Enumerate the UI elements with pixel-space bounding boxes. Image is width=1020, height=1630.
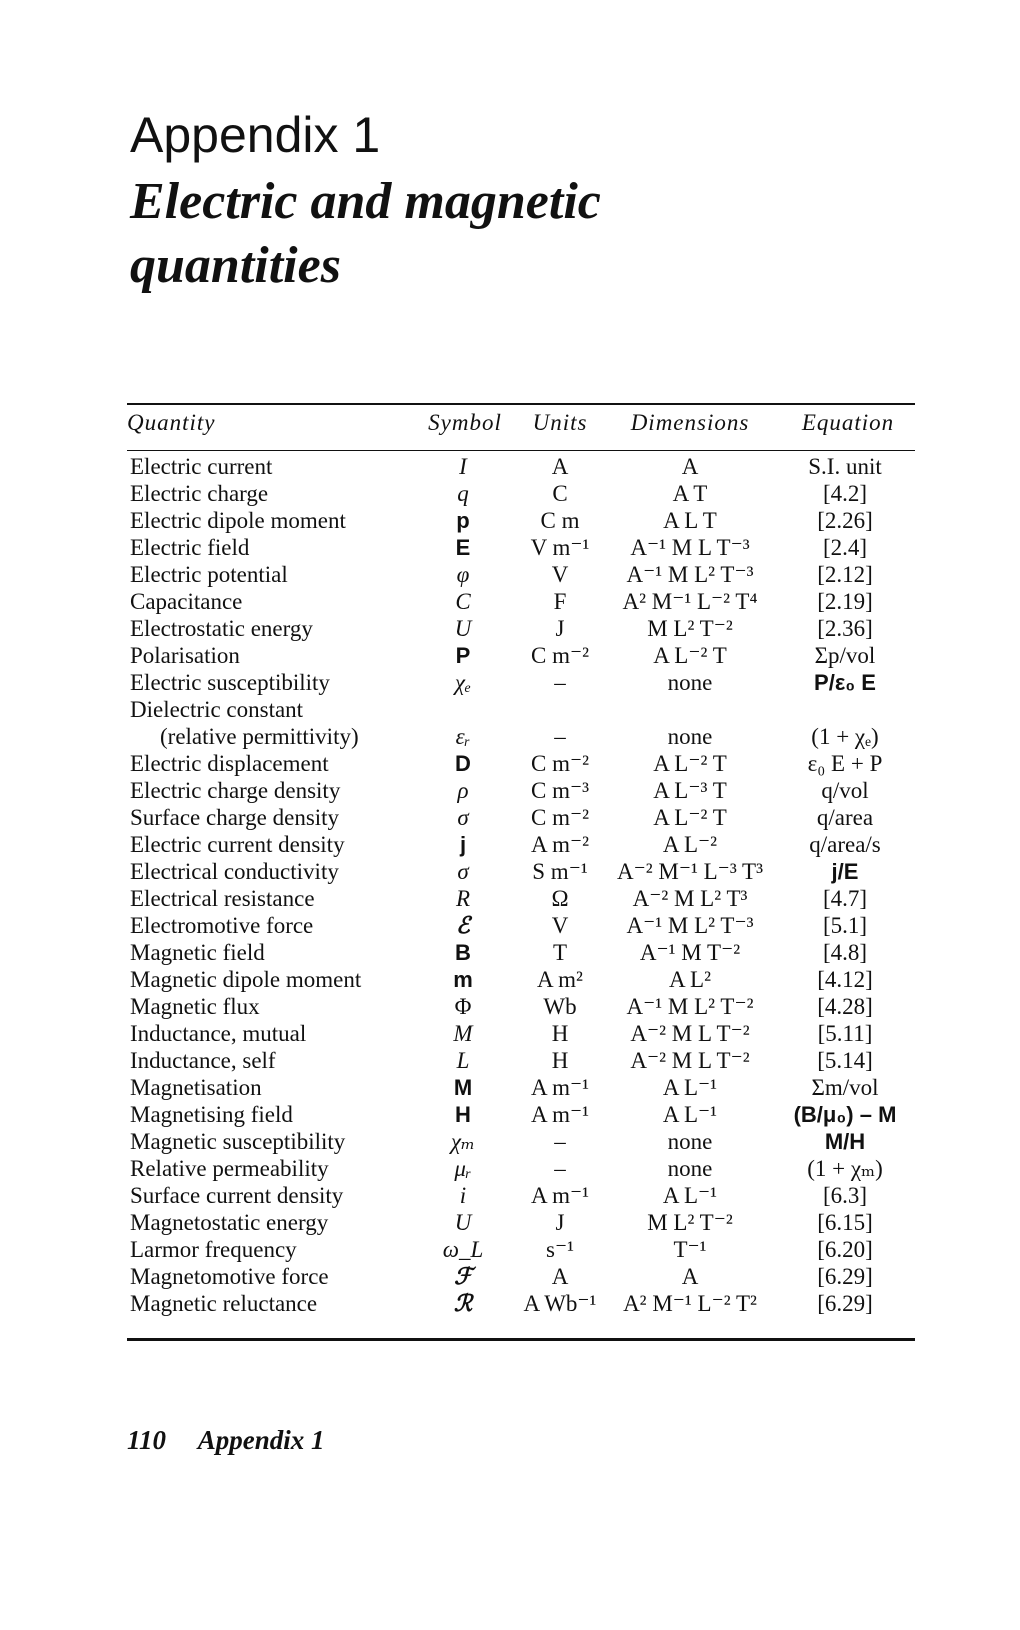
- units-cell: A m⁻²: [530, 832, 590, 857]
- dimensions-cell: A⁻² M⁻¹ L⁻³ T³: [617, 859, 763, 884]
- units-cell: S m⁻¹: [532, 859, 588, 884]
- symbol-cell: χₑ: [454, 670, 472, 695]
- quantity-cell: Electric potential: [130, 562, 288, 587]
- equation-cell: [6.15]: [817, 1210, 873, 1235]
- quantity-cell: Capacitance: [130, 589, 243, 614]
- units-cell: T: [552, 940, 568, 965]
- quantity-cell: Electrical resistance: [130, 886, 315, 911]
- symbol-cell: D: [455, 751, 471, 776]
- equation-cell: [5.1]: [822, 913, 868, 938]
- equation-cell: [5.14]: [817, 1048, 873, 1073]
- units-cell: C: [552, 481, 568, 506]
- dimensions-cell: A⁻¹ M L T⁻³: [630, 535, 750, 560]
- dimensions-cell: none: [667, 1129, 713, 1154]
- symbol-cell: R: [455, 886, 471, 911]
- dimensions-cell: none: [667, 724, 713, 749]
- table-row: [0, 1129, 1020, 1155]
- quantity-cell: Magnetic reluctance: [130, 1291, 318, 1316]
- equation-cell: [4.28]: [817, 994, 873, 1019]
- dimensions-cell: A L⁻² T: [653, 751, 727, 776]
- units-cell: A: [551, 1264, 569, 1289]
- equation-cell: ε₀ E + P: [807, 751, 883, 776]
- quantity-cell: Surface charge density: [130, 805, 340, 830]
- dimensions-cell: M L² T⁻²: [647, 1210, 733, 1235]
- units-cell: H: [551, 1048, 569, 1073]
- dimensions-cell: A L T: [663, 508, 717, 533]
- equation-cell: [2.12]: [817, 562, 873, 587]
- dimensions-cell: A⁻² M L T⁻²: [630, 1021, 750, 1046]
- dimensions-cell: A⁻¹ M L² T⁻³: [626, 913, 754, 938]
- quantity-cell: Magnetic dipole moment: [130, 967, 362, 992]
- dimensions-cell: A⁻² M L² T³: [632, 886, 748, 911]
- table-row: [0, 1237, 1020, 1263]
- units-cell: J: [555, 1210, 565, 1235]
- dimensions-cell: A: [681, 454, 699, 479]
- table-header-rule: [127, 450, 915, 451]
- quantity-cell: (relative permittivity): [160, 724, 359, 749]
- quantity-cell: Magnetic susceptibility: [130, 1129, 346, 1154]
- units-cell: H: [551, 1021, 569, 1046]
- equation-cell: (1 + χₘ): [807, 1156, 883, 1181]
- quantity-cell: Magnetic field: [130, 940, 265, 965]
- quantity-cell: Magnetisation: [130, 1075, 262, 1100]
- table-row: [0, 697, 1020, 723]
- symbol-cell: σ: [457, 859, 469, 884]
- equation-cell: Σm/vol: [811, 1075, 879, 1100]
- dimensions-cell: A⁻² M L T⁻²: [630, 1048, 750, 1073]
- units-cell: A: [551, 454, 569, 479]
- table-row: [0, 535, 1020, 561]
- header-quantity: Quantity: [127, 410, 216, 435]
- table-row: [0, 994, 1020, 1020]
- table-row: [0, 1102, 1020, 1128]
- dimensions-cell: none: [667, 670, 713, 695]
- equation-cell: [5.11]: [817, 1021, 873, 1046]
- quantity-cell: Magnetostatic energy: [130, 1210, 329, 1235]
- dimensions-cell: M L² T⁻²: [647, 616, 733, 641]
- units-cell: C m⁻²: [530, 643, 590, 668]
- symbol-cell: C: [455, 589, 471, 614]
- dimensions-cell: A⁻¹ M L² T⁻³: [626, 562, 754, 587]
- dimensions-cell: A L⁻¹: [662, 1075, 718, 1100]
- table-row: [0, 967, 1020, 993]
- table-row: [0, 562, 1020, 588]
- quantity-cell: Larmor frequency: [130, 1237, 297, 1262]
- header-units: Units: [532, 410, 588, 435]
- dimensions-cell: A⁻¹ M T⁻²: [639, 940, 741, 965]
- symbol-cell: μᵣ: [454, 1156, 472, 1181]
- symbol-cell: Φ: [454, 994, 472, 1019]
- dimensions-cell: A L⁻² T: [653, 643, 727, 668]
- symbol-cell: i: [459, 1183, 467, 1208]
- table-row: [0, 1183, 1020, 1209]
- symbol-cell: ℰ: [456, 912, 470, 939]
- symbol-cell: E: [455, 535, 471, 560]
- symbol-cell: εᵣ: [455, 724, 471, 749]
- units-cell: V m⁻¹: [530, 535, 590, 560]
- equation-cell: [6.20]: [817, 1237, 873, 1262]
- table-header-row: [0, 410, 1020, 436]
- table-row: [0, 1264, 1020, 1290]
- quantity-cell: Inductance, self: [130, 1048, 276, 1073]
- quantity-cell: Electric field: [130, 535, 250, 560]
- symbol-cell: I: [459, 454, 467, 479]
- table-row: [0, 481, 1020, 507]
- symbol-cell: B: [455, 940, 471, 965]
- table-row: [0, 1210, 1020, 1236]
- table-row: [0, 1075, 1020, 1101]
- equation-cell: [4.2]: [822, 481, 868, 506]
- dimensions-cell: A² M⁻¹ L⁻² T²: [623, 1291, 757, 1316]
- quantity-cell: Surface current density: [130, 1183, 344, 1208]
- units-cell: V: [551, 562, 569, 587]
- table-row: [0, 1156, 1020, 1182]
- units-cell: C m⁻³: [530, 778, 590, 803]
- equation-cell: P/ε₀ E: [814, 670, 876, 695]
- units-cell: A Wb⁻¹: [523, 1291, 597, 1316]
- symbol-cell: m: [453, 967, 473, 992]
- quantity-cell: Electric susceptibility: [130, 670, 330, 695]
- symbol-cell: φ: [456, 562, 470, 587]
- units-cell: F: [553, 589, 567, 614]
- units-cell: s⁻¹: [546, 1237, 574, 1262]
- quantity-cell: Polarisation: [130, 643, 240, 668]
- dimensions-cell: A L⁻¹: [662, 1102, 718, 1127]
- table-row: [0, 670, 1020, 696]
- quantity-cell: Electric charge: [130, 481, 269, 506]
- equation-cell: S.I. unit: [808, 454, 882, 479]
- symbol-cell: q: [457, 481, 469, 506]
- symbol-cell: ω_L: [442, 1237, 484, 1262]
- table-row: [0, 805, 1020, 831]
- table-row: [0, 751, 1020, 777]
- dimensions-cell: none: [667, 1156, 713, 1181]
- header-equation: Equation: [801, 410, 895, 435]
- quantity-cell: Electric current: [130, 454, 273, 479]
- symbol-cell: L: [456, 1048, 470, 1073]
- table-row: [0, 940, 1020, 966]
- appendix-label: Appendix 1: [130, 107, 381, 163]
- units-cell: –: [554, 724, 566, 749]
- dimensions-cell: A⁻¹ M L² T⁻²: [626, 994, 754, 1019]
- units-cell: V: [551, 913, 569, 938]
- equation-cell: [6.29]: [817, 1264, 873, 1289]
- quantity-cell: Electric displacement: [130, 751, 329, 776]
- table-top-rule: [127, 403, 915, 405]
- symbol-cell: ℛ: [453, 1290, 473, 1317]
- heading: [130, 107, 750, 298]
- symbol-cell: χₘ: [450, 1129, 476, 1154]
- quantity-cell: Electric dipole moment: [130, 508, 346, 533]
- symbol-cell: P: [455, 643, 471, 668]
- symbol-cell: σ: [457, 805, 469, 830]
- equation-cell: [2.26]: [817, 508, 873, 533]
- quantity-cell: Electric charge density: [130, 778, 341, 803]
- running-title: Appendix 1: [197, 1425, 325, 1455]
- quantity-cell: Magnetomotive force: [130, 1264, 329, 1289]
- units-cell: A m⁻¹: [530, 1075, 590, 1100]
- equation-cell: [2.19]: [817, 589, 873, 614]
- equation-cell: [2.4]: [822, 535, 868, 560]
- page-title: Electric and magnetic quantities: [130, 173, 601, 294]
- symbol-cell: H: [455, 1102, 471, 1127]
- equation-cell: q/area: [816, 805, 874, 830]
- table-row: [0, 886, 1020, 912]
- table-bottom-rule: [127, 1338, 915, 1341]
- table-row: [0, 1048, 1020, 1074]
- table-row: [0, 508, 1020, 534]
- symbol-cell: p: [456, 508, 470, 533]
- dimensions-cell: A L⁻² T: [653, 805, 727, 830]
- units-cell: J: [555, 616, 565, 641]
- header-symbol: Symbol: [428, 410, 502, 435]
- header-dimensions: Dimensions: [630, 410, 750, 435]
- dimensions-cell: A L⁻²: [662, 832, 718, 857]
- symbol-cell: M: [453, 1021, 473, 1046]
- page-number: 110: [127, 1425, 167, 1455]
- page-footer: [127, 1425, 325, 1456]
- units-cell: Wb: [543, 994, 577, 1019]
- quantity-cell: Dielectric constant: [130, 697, 304, 722]
- quantity-cell: Electrostatic energy: [130, 616, 313, 641]
- quantity-cell: Electric current density: [130, 832, 345, 857]
- table-row: [0, 1021, 1020, 1047]
- units-cell: –: [554, 1129, 566, 1154]
- equation-cell: [4.7]: [822, 886, 868, 911]
- units-cell: C m: [540, 508, 580, 533]
- equation-cell: [6.3]: [822, 1183, 868, 1208]
- equation-cell: Σp/vol: [814, 643, 876, 668]
- equation-cell: q/vol: [821, 778, 869, 803]
- table-row: [0, 454, 1020, 480]
- dimensions-cell: A L²: [668, 967, 712, 992]
- symbol-cell: U: [454, 1210, 472, 1235]
- table-row: [0, 616, 1020, 642]
- equation-cell: [4.12]: [817, 967, 873, 992]
- dimensions-cell: A: [681, 1264, 699, 1289]
- quantity-cell: Magnetic flux: [130, 994, 260, 1019]
- table-row: [0, 724, 1020, 750]
- units-cell: C m⁻²: [530, 805, 590, 830]
- symbol-cell: ℱ: [453, 1263, 473, 1290]
- units-cell: C m⁻²: [530, 751, 590, 776]
- dimensions-cell: A L⁻¹: [662, 1183, 718, 1208]
- units-cell: A m⁻¹: [530, 1102, 590, 1127]
- units-cell: A m⁻¹: [530, 1183, 590, 1208]
- units-cell: A m²: [537, 967, 583, 992]
- table-row: [0, 859, 1020, 885]
- units-cell: –: [554, 1156, 566, 1181]
- quantity-cell: Relative permeability: [130, 1156, 329, 1181]
- quantity-cell: Inductance, mutual: [130, 1021, 307, 1046]
- dimensions-cell: T⁻¹: [673, 1237, 707, 1262]
- dimensions-cell: A L⁻³ T: [653, 778, 727, 803]
- table-row: [0, 913, 1020, 939]
- quantity-cell: Electrical conductivity: [130, 859, 339, 884]
- equation-cell: [6.29]: [817, 1291, 873, 1316]
- symbol-cell: ρ: [457, 778, 469, 803]
- equation-cell: M/H: [824, 1129, 866, 1154]
- units-cell: –: [554, 670, 566, 695]
- quantity-cell: Magnetising field: [130, 1102, 293, 1127]
- equation-cell: q/area/s: [809, 832, 881, 857]
- table-row: [0, 589, 1020, 615]
- units-cell: Ω: [551, 886, 569, 911]
- table-row: [0, 778, 1020, 804]
- equation-cell: j/E: [831, 859, 859, 884]
- equation-cell: [4.8]: [822, 940, 868, 965]
- table-row: [0, 832, 1020, 858]
- equation-cell: [2.36]: [817, 616, 873, 641]
- symbol-cell: M: [453, 1075, 473, 1100]
- dimensions-cell: A² M⁻¹ L⁻² T⁴: [622, 589, 758, 614]
- equation-cell: (B/μ₀) – M: [793, 1102, 897, 1127]
- symbol-cell: U: [454, 616, 472, 641]
- quantity-cell: Electromotive force: [130, 913, 314, 938]
- table-row: [0, 643, 1020, 669]
- table-row: [0, 1291, 1020, 1317]
- symbol-cell: j: [459, 832, 467, 857]
- equation-cell: (1 + χₑ): [811, 724, 879, 749]
- dimensions-cell: A T: [672, 481, 708, 506]
